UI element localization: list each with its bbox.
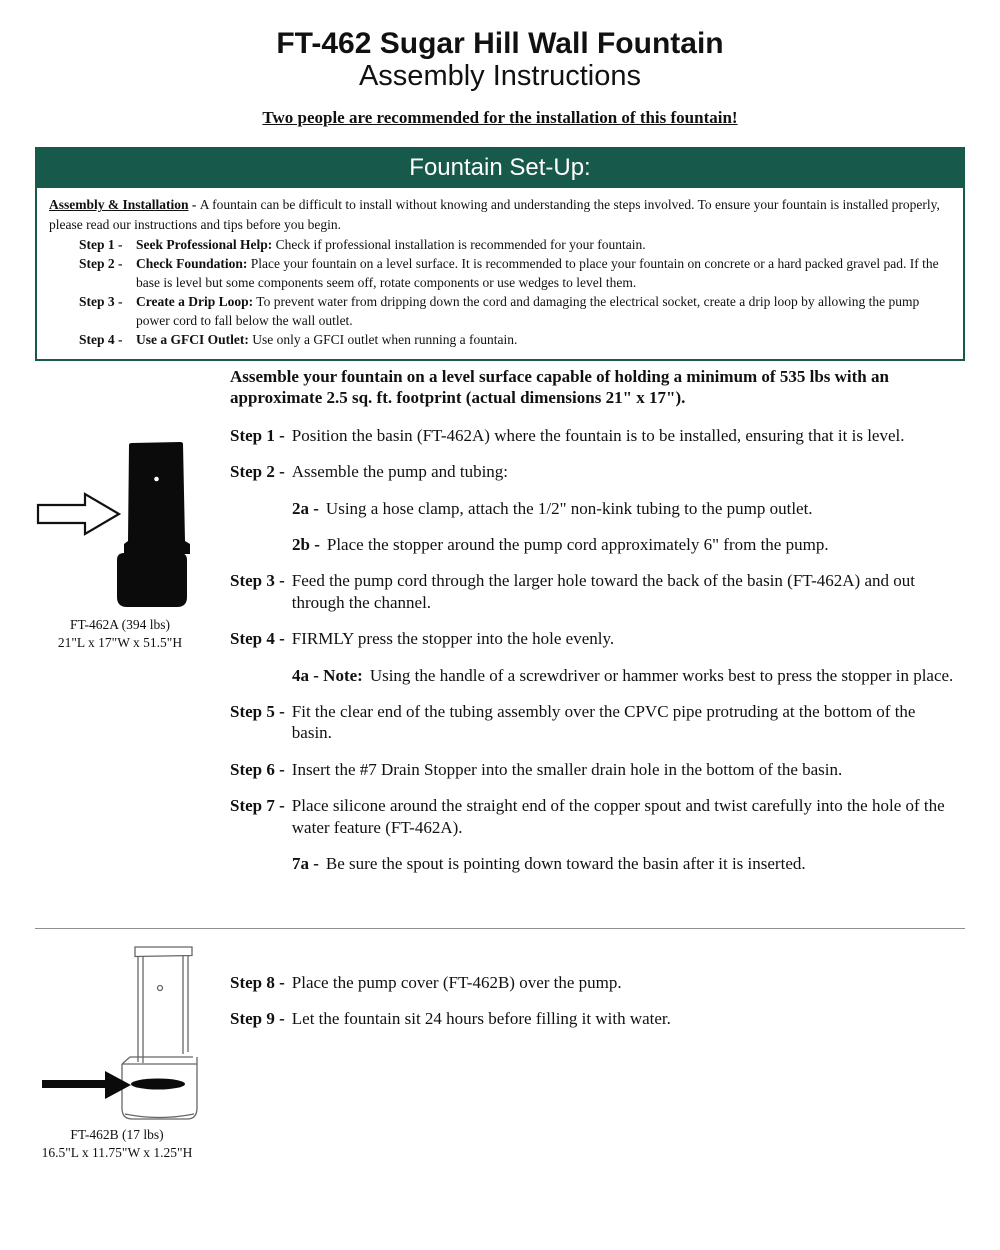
figure-b-name: FT-462B (17 lbs) (70, 1127, 164, 1142)
step-3 (230, 570, 954, 613)
step-number: Step 6 - (230, 759, 285, 779)
step-label: Check Foundation: (136, 255, 248, 271)
step-text: Using a hose clamp, attach the 1/2" non-kink tubing to the pump outlet. (325, 498, 813, 518)
step-text: To prevent water from dripping down the cord and damaging the electrical socket, create a drip loop by allowing the pump power cord to fall below the wall outlet. (136, 294, 920, 329)
fountain-basin-shape (117, 553, 187, 607)
step-text: Using the handle of a screwdriver or hammer works best to press the stopper in place. (369, 665, 954, 685)
setup-intro-text: A fountain can be difficult to install without knowing and understanding the steps involved. To ensure your fountain is installed properly, please read our instructions and tips before you begin. (49, 197, 940, 232)
setup-section-header: Fountain Set-Up: (35, 147, 965, 188)
setup-step-1 (79, 235, 951, 254)
step-text: Position the basin (FT-462A) where the fountain is to be installed, ensuring that it is level. (291, 425, 905, 445)
step-1 (230, 425, 954, 446)
step-number: Step 4 - (230, 629, 285, 649)
page-subtitle: Assembly Instructions (358, 60, 642, 92)
step-4a (292, 665, 954, 686)
section-divider (35, 928, 965, 929)
page-title: FT-462 Sugar Hill Wall Fountain (276, 27, 724, 60)
basin-front-outline (122, 1064, 197, 1119)
step-text: Place the stopper around the pump cord approximately 6" from the pump. (326, 535, 829, 555)
step-number: Step 9 - (230, 1009, 285, 1029)
step-text: Use only a GFCI outlet when running a fountain. (252, 332, 518, 348)
setup-step-2 (79, 254, 951, 292)
step-text: Feed the pump cord through the larger hole toward the back of the basin (FT-462A) and out through the channel. (291, 571, 915, 612)
step-text: Insert the #7 Drain Stopper into the smaller drain hole in the bottom of the basin. (291, 759, 843, 779)
step-8 (230, 972, 954, 993)
fountain-tower-shape (124, 442, 190, 554)
step-7a (292, 853, 954, 874)
step-number: Step 5 - (230, 702, 285, 722)
setup-intro (49, 195, 951, 233)
setup-intro-label: Assembly & Installation (49, 197, 189, 213)
step-6 (230, 759, 954, 780)
setup-step-3 (79, 292, 951, 330)
figure-a-dimensions: 21"L x 17"W x 51.5"H (57, 634, 183, 650)
step-7 (230, 795, 954, 838)
main-instructions (230, 366, 954, 890)
step-5 (230, 701, 954, 744)
spout-dot (154, 477, 159, 482)
arrow-right-icon (38, 494, 119, 534)
step-number: 2a - (292, 498, 319, 518)
step-number: Step 1 - (79, 236, 123, 252)
step-number: 2b - (292, 535, 320, 555)
basin-rim-outline (122, 1057, 193, 1064)
spout-hole-outline (158, 986, 163, 991)
figure-b-dimensions: 16.5"L x 11.75"W x 1.25"H (41, 1144, 193, 1160)
main-intro: Assemble your fountain on a level surface capable of holding a minimum of 535 lbs with an approximate 2.5 sq. ft. footprint (actual dimensions 21" x 17"). (230, 367, 889, 408)
setup-step-4 (79, 330, 951, 349)
setup-box (35, 188, 965, 360)
step-9 (230, 1008, 954, 1029)
step-number: Step 7 - (230, 796, 285, 816)
installation-note: Two people are recommended for the installation of this fountain! (262, 108, 738, 128)
step-text: Assemble the pump and tubing: (291, 462, 509, 482)
step-text: Be sure the spout is pointing down toward the basin after it is inserted. (325, 854, 806, 874)
step-number: Step 2 - (230, 462, 285, 482)
step-text: Check if professional installation is recommended for your fountain. (275, 236, 646, 252)
step-number: Step 3 - (79, 294, 123, 310)
step-text: Fit the clear end of the tubing assembly over the CPVC pipe protruding at the bottom of the basin. (291, 702, 916, 743)
step-text: FIRMLY press the stopper into the hole evenly. (291, 629, 615, 649)
step-number: 4a - Note: (292, 665, 363, 685)
pump-cover-shape (131, 1079, 185, 1090)
fountain-a-silhouette-image (33, 437, 213, 637)
step-4 (230, 628, 954, 649)
step-number: Step 3 - (230, 571, 285, 591)
step-label: Use a GFCI Outlet: (136, 332, 249, 348)
figure-a-name: FT-462A (394 lbs) (69, 617, 170, 632)
step-number: Step 4 - (79, 332, 123, 348)
step-label: Create a Drip Loop: (136, 294, 254, 310)
step-2 (230, 461, 954, 482)
step-label: Seek Professional Help: (136, 236, 273, 252)
step-number: Step 8 - (230, 973, 285, 992)
figure-a-label (25, 616, 215, 652)
step-text: Let the fountain sit 24 hours before filling it with water. (291, 1009, 671, 1029)
setup-intro-separator: - (188, 197, 200, 213)
arrow-right-solid-icon (42, 1071, 131, 1099)
step-text: Place silicone around the straight end of the copper spout and twist carefully into the hole of the water feature (FT-462A). (291, 796, 945, 837)
tower-cap-outline (135, 947, 192, 957)
step-2a (292, 498, 954, 519)
step-2b (292, 534, 954, 555)
figure-b-label (12, 1126, 222, 1162)
bottom-instructions (230, 972, 954, 1045)
step-text: Place the pump cover (FT-462B) over the pump. (291, 973, 622, 992)
step-text: Place your fountain on a level surface. It is recommended to place your fountain on concrete or a hard packed gravel pad. If the base is level but some components seem off, rotate components or use wedges to level them. (136, 255, 939, 290)
step-number: Step 2 - (79, 255, 123, 271)
step-number: Step 1 - (230, 425, 285, 445)
fountain-b-drawing-image (33, 938, 208, 1128)
step-number: 7a - (292, 854, 319, 874)
